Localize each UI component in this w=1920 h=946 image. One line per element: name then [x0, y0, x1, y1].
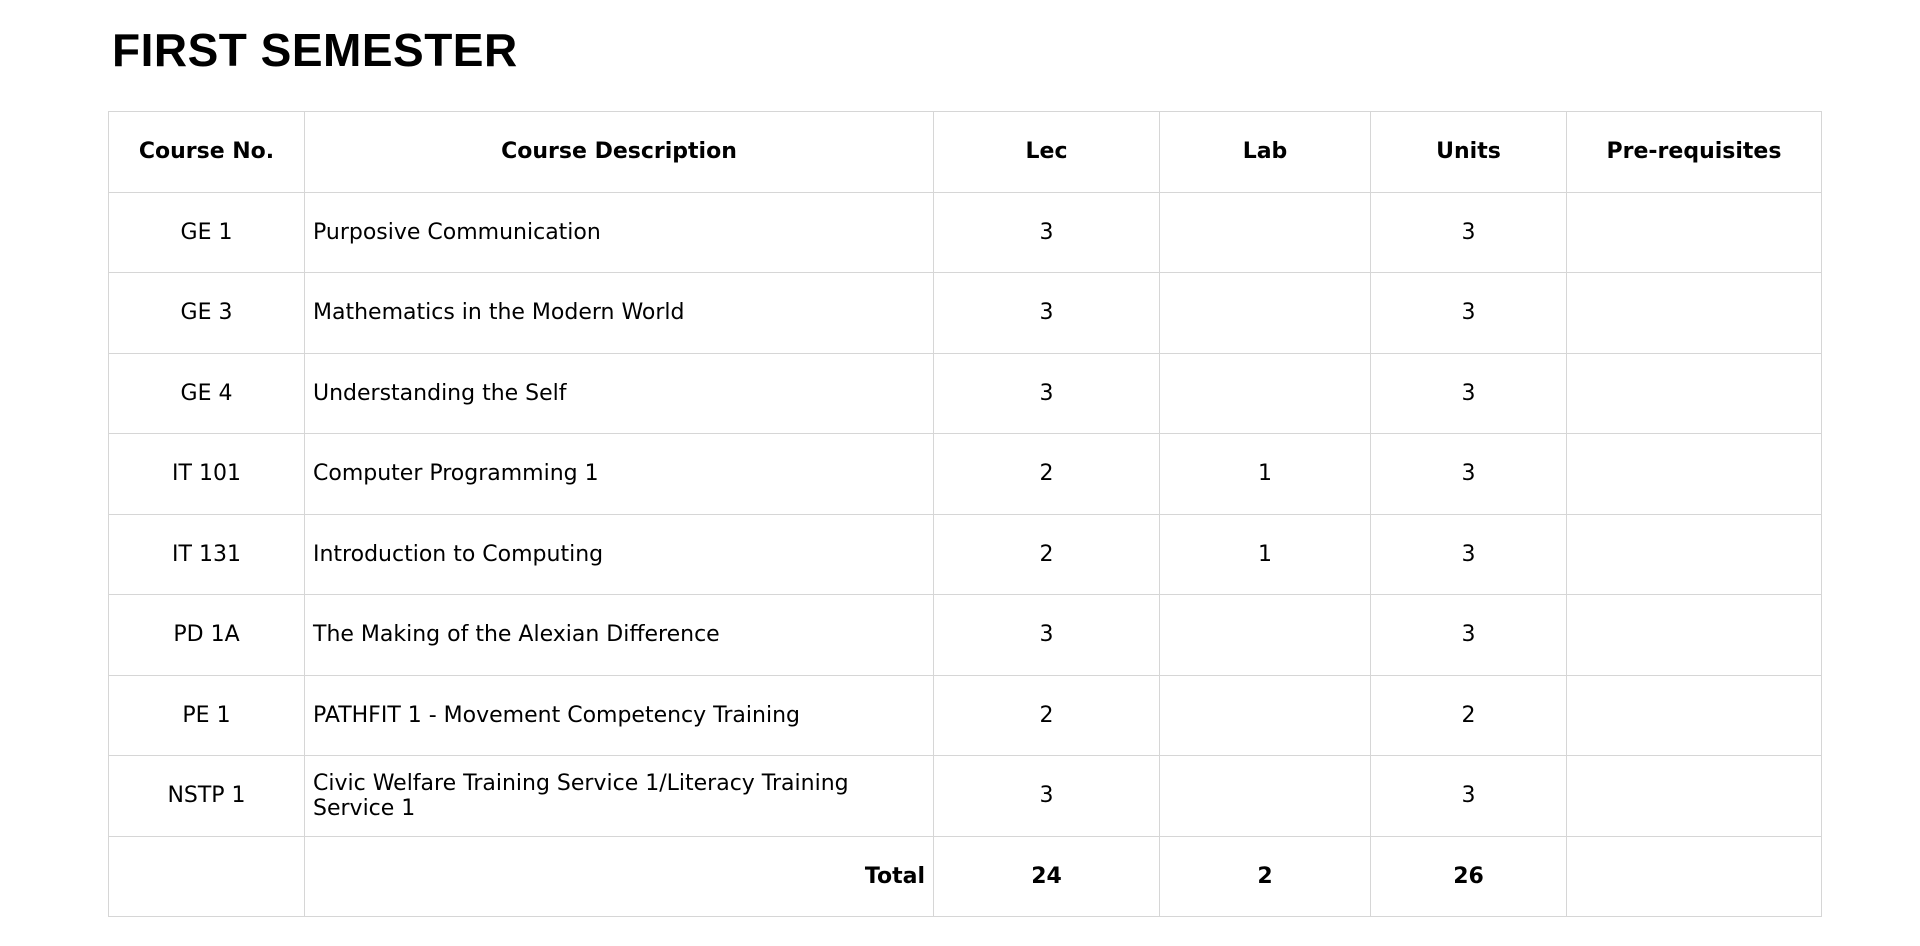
table-row: [109, 514, 1822, 595]
cell-prerequisites: [1567, 353, 1822, 434]
cell-course-description: Purposive Communication: [305, 192, 934, 273]
total-prerequisites-cell: [1567, 836, 1822, 917]
cell-lec: 2: [934, 514, 1160, 595]
cell-lab: [1160, 273, 1371, 354]
cell-units: 3: [1371, 756, 1567, 837]
cell-lec: 3: [934, 273, 1160, 354]
cell-lec: 2: [934, 675, 1160, 756]
curriculum-table: [108, 111, 1822, 917]
cell-lec: 3: [934, 353, 1160, 434]
cell-course-description: Mathematics in the Modern World: [305, 273, 934, 354]
cell-lab: 1: [1160, 514, 1371, 595]
cell-units: 3: [1371, 514, 1567, 595]
cell-course-description: The Making of the Alexian Difference: [305, 595, 934, 676]
cell-course-no: IT 131: [109, 514, 305, 595]
cell-units: 3: [1371, 192, 1567, 273]
cell-lab: [1160, 675, 1371, 756]
total-units: 26: [1371, 836, 1567, 917]
cell-units: 2: [1371, 675, 1567, 756]
cell-lab: [1160, 756, 1371, 837]
cell-units: 3: [1371, 434, 1567, 515]
cell-course-no: NSTP 1: [109, 756, 305, 837]
cell-prerequisites: [1567, 192, 1822, 273]
cell-course-no: IT 101: [109, 434, 305, 515]
cell-prerequisites: [1567, 273, 1822, 354]
total-lab: 2: [1160, 836, 1371, 917]
cell-prerequisites: [1567, 434, 1822, 515]
cell-units: 3: [1371, 595, 1567, 676]
cell-course-no: GE 1: [109, 192, 305, 273]
table-header-row: [109, 112, 1822, 193]
table-row: [109, 434, 1822, 515]
cell-prerequisites: [1567, 595, 1822, 676]
total-row: [109, 836, 1822, 917]
cell-course-no: GE 4: [109, 353, 305, 434]
cell-prerequisites: [1567, 514, 1822, 595]
cell-units: 3: [1371, 353, 1567, 434]
cell-lec: 3: [934, 192, 1160, 273]
cell-course-no: PD 1A: [109, 595, 305, 676]
header-units: Units: [1371, 112, 1567, 193]
page-title: FIRST SEMESTER: [112, 24, 518, 76]
total-lec: 24: [934, 836, 1160, 917]
cell-course-no: PE 1: [109, 675, 305, 756]
table-row: [109, 595, 1822, 676]
cell-course-description: Civic Welfare Training Service 1/Literacy Training Service 1: [305, 756, 934, 837]
header-lec: Lec: [934, 112, 1160, 193]
cell-lab: [1160, 192, 1371, 273]
header-lab: Lab: [1160, 112, 1371, 193]
cell-units: 3: [1371, 273, 1567, 354]
header-prerequisites: Pre-requisites: [1567, 112, 1822, 193]
cell-lab: [1160, 353, 1371, 434]
cell-lec: 3: [934, 756, 1160, 837]
header-course-description: Course Description: [305, 112, 934, 193]
cell-prerequisites: [1567, 756, 1822, 837]
header-course-no: Course No.: [109, 112, 305, 193]
cell-course-description: PATHFIT 1 - Movement Competency Training: [305, 675, 934, 756]
cell-prerequisites: [1567, 675, 1822, 756]
cell-course-description: Computer Programming 1: [305, 434, 934, 515]
table-row: [109, 192, 1822, 273]
cell-course-no: GE 3: [109, 273, 305, 354]
table-row: [109, 756, 1822, 837]
table-row: [109, 675, 1822, 756]
cell-lec: 2: [934, 434, 1160, 515]
cell-lec: 3: [934, 595, 1160, 676]
cell-course-description: Introduction to Computing: [305, 514, 934, 595]
table-row: [109, 353, 1822, 434]
table-row: [109, 273, 1822, 354]
cell-course-description: Understanding the Self: [305, 353, 934, 434]
total-label: Total: [305, 836, 934, 917]
cell-lab: [1160, 595, 1371, 676]
cell-lab: 1: [1160, 434, 1371, 515]
total-empty-cell: [109, 836, 305, 917]
